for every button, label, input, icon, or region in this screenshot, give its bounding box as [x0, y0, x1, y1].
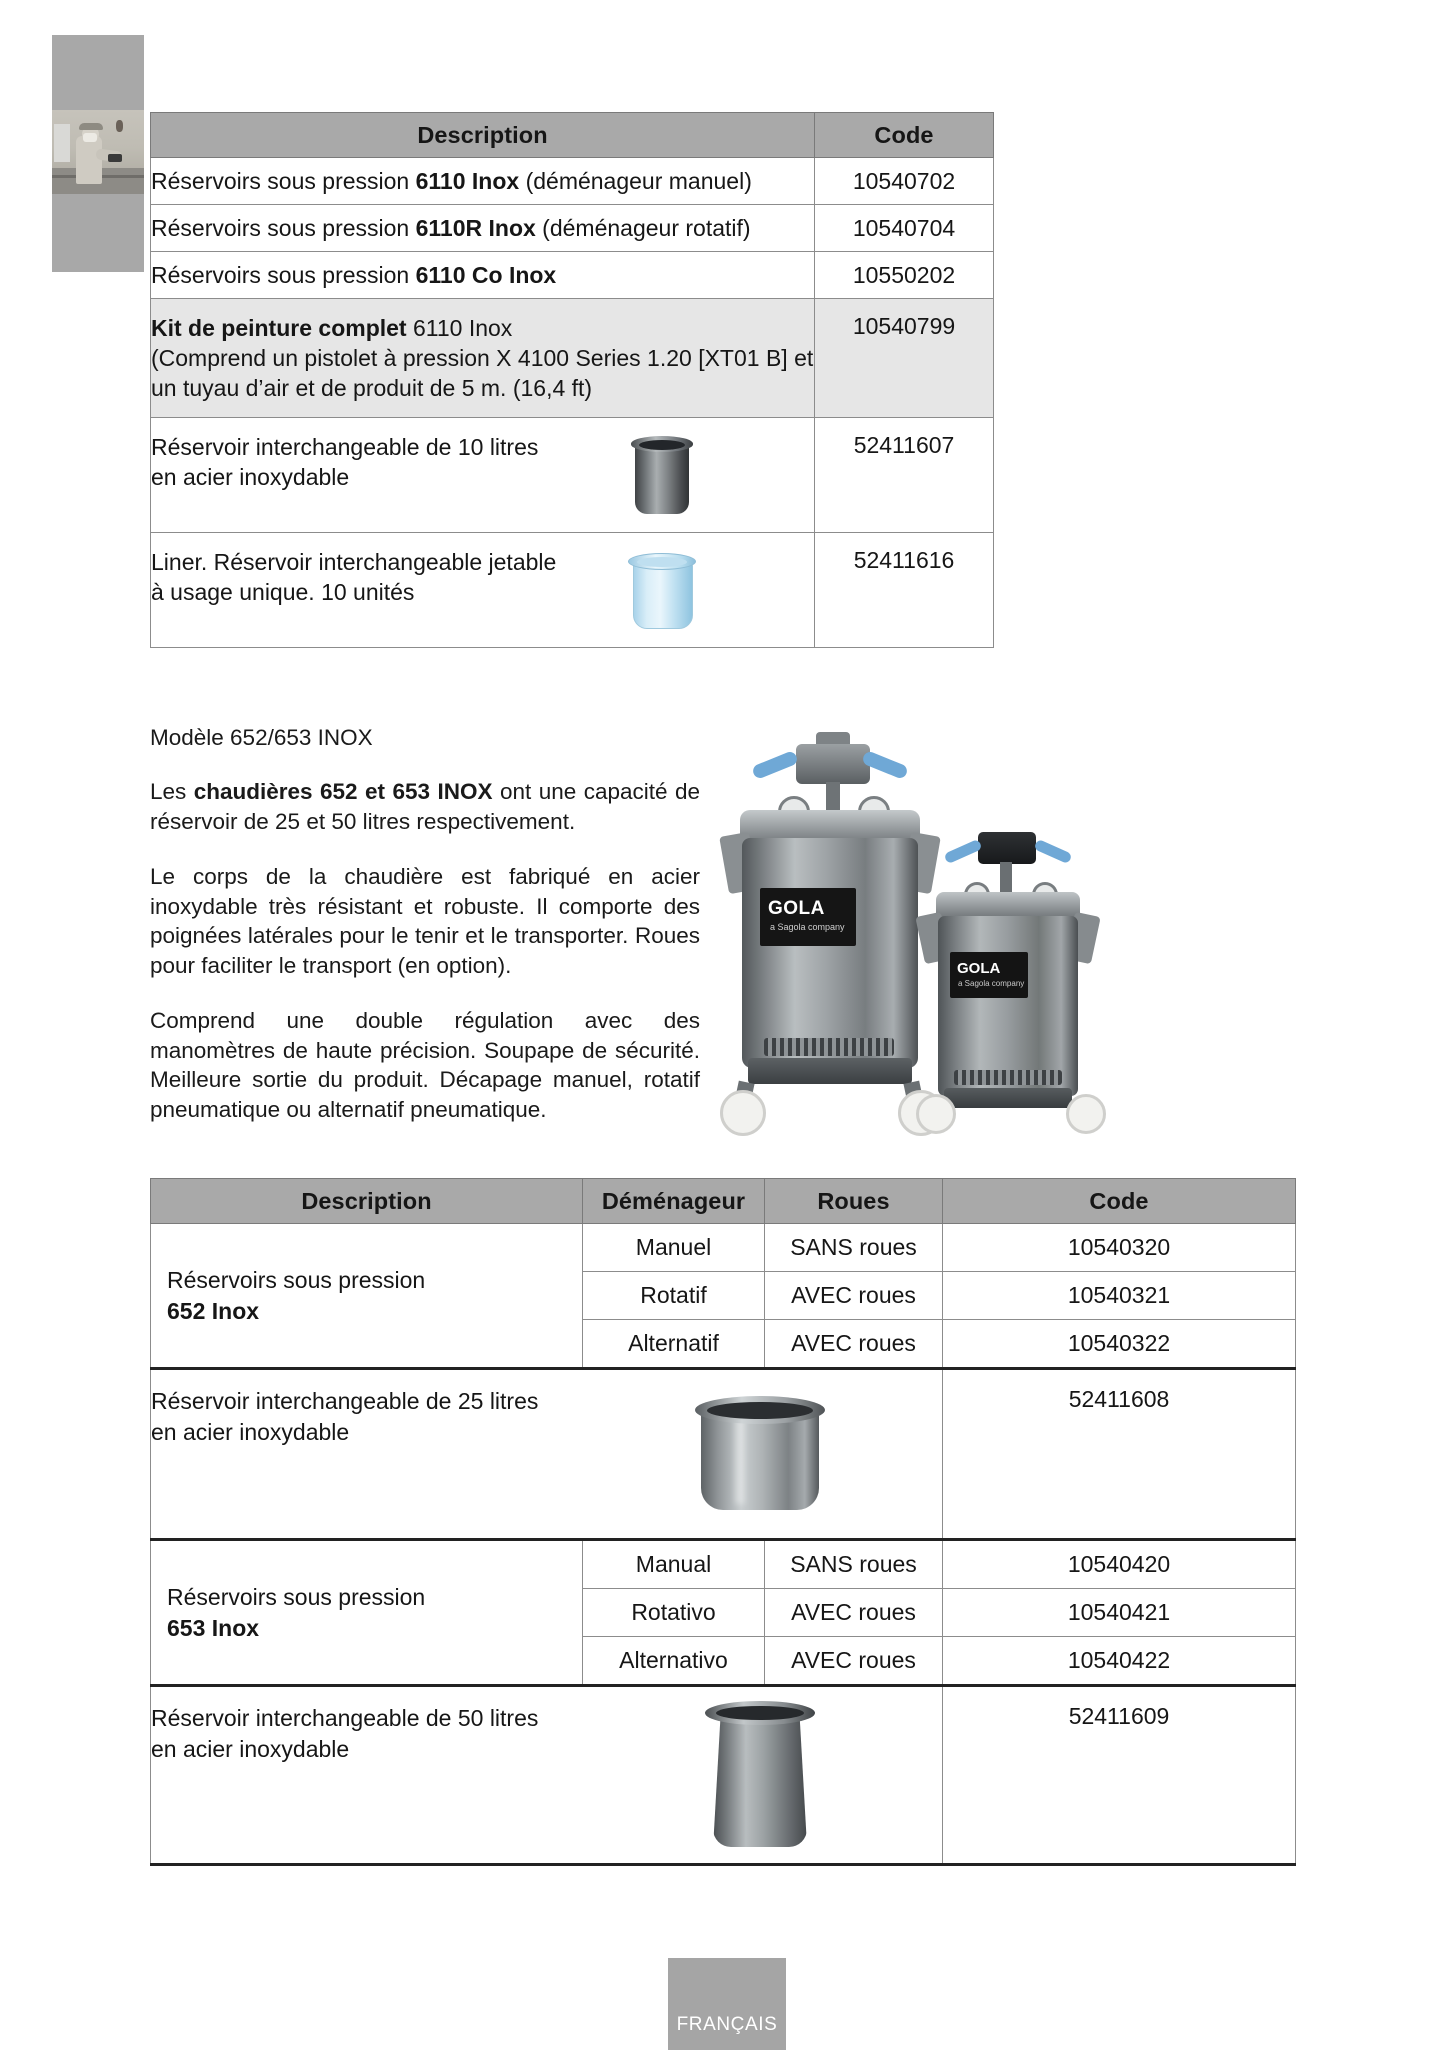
pressure-tanks-photo	[700, 660, 1280, 1180]
row-code: 52411609	[943, 1686, 1296, 1865]
group-description-model: 652 Inox	[167, 1297, 260, 1324]
column-header-description: Description	[151, 1179, 583, 1224]
sidebar-gray-block-bottom	[52, 194, 144, 272]
row-description-line1: Réservoir interchangeable de 25 litres	[151, 1388, 539, 1414]
row-code: 52411616	[815, 533, 994, 648]
table-row-kit	[151, 299, 994, 418]
table-row	[151, 1540, 1296, 1589]
brand-label	[760, 888, 856, 946]
pressure-tank-652-image	[730, 738, 930, 1118]
paragraph-construction: Le corps de la chaudière est fabriqué en acier inoxydable très résistant et robuste. Il comporte des poignées latérales pour le tenir et le transporter. Roues pour faciliter le transport (en option).	[150, 864, 700, 978]
table-row-tank50	[151, 1686, 1296, 1865]
row-code: 52411608	[943, 1369, 1296, 1540]
products-table-6110	[150, 112, 993, 648]
row-description: Kit de peinture complet 6110 Inox	[151, 315, 513, 341]
row-code: 10550202	[815, 252, 994, 299]
column-header-demenageur: Déménageur	[583, 1179, 765, 1224]
language-tab-label: FRANÇAIS	[676, 2014, 778, 2035]
language-tab	[668, 1958, 786, 2050]
brand-name: GOLA	[957, 960, 1001, 977]
row-description-line1: Liner. Réservoir interchangeable jetable	[151, 549, 557, 575]
cell-demenageur: Rotativo	[583, 1589, 765, 1637]
worker-spraying-photo	[52, 110, 144, 194]
caster-wheel-icon	[1066, 1094, 1106, 1134]
table-row	[151, 1224, 1296, 1272]
sidebar-decoration	[52, 35, 144, 272]
column-header-description: Description	[151, 113, 815, 158]
brand-label	[950, 952, 1028, 998]
cell-roues: AVEC roues	[765, 1272, 943, 1320]
table-row	[151, 205, 994, 252]
row-description-line2: à usage unique. 10 unités	[151, 579, 415, 605]
cell-demenageur: Manual	[583, 1540, 765, 1589]
row-code: 10540799	[815, 299, 994, 418]
cell-roues: AVEC roues	[765, 1589, 943, 1637]
cell-code: 10540422	[943, 1637, 1296, 1686]
cell-demenageur: Manuel	[583, 1224, 765, 1272]
row-description: Réservoirs sous pression 6110 Co Inox	[151, 261, 557, 288]
column-header-roues: Roues	[765, 1179, 943, 1224]
table-row-tank25	[151, 1369, 1296, 1540]
cell-demenageur: Alternatif	[583, 1320, 765, 1369]
brand-subtitle: a Sagola company	[770, 922, 845, 932]
paragraph-regulation: Comprend une double régulation avec des manomètres de haute précision. Soupape de sécurité. Meilleure sortie du produit. Décapage manuel, rotatif pneumatique ou alternatif pneumatique.	[150, 1008, 700, 1122]
cell-roues: AVEC roues	[765, 1320, 943, 1369]
row-description-line1: Réservoir interchangeable de 10 litres	[151, 434, 539, 460]
cell-code: 10540322	[943, 1320, 1296, 1369]
group-description-line1: Réservoirs sous pression	[167, 1583, 426, 1610]
cell-roues: SANS roues	[765, 1540, 943, 1589]
brand-subtitle: a Sagola company	[958, 979, 1025, 988]
cell-code: 10540420	[943, 1540, 1296, 1589]
column-header-code: Code	[943, 1179, 1296, 1224]
caster-wheel-icon	[916, 1094, 956, 1134]
cell-code: 10540421	[943, 1589, 1296, 1637]
table-header-row	[151, 1179, 1296, 1224]
group-description-model: 653 Inox	[167, 1614, 260, 1641]
cell-roues: SANS roues	[765, 1224, 943, 1272]
cell-code: 10540321	[943, 1272, 1296, 1320]
row-description-line2: (Comprend un pistolet à pression X 4100 Series 1.20 [XT01 B] et	[151, 345, 814, 371]
cell-roues: AVEC roues	[765, 1637, 943, 1686]
caster-wheel-icon	[720, 1090, 766, 1136]
cell-code: 10540320	[943, 1224, 1296, 1272]
pressure-tank-653-image	[928, 830, 1088, 1130]
row-code: 10540704	[815, 205, 994, 252]
table-row-tank10	[151, 418, 994, 533]
row-code: 10540702	[815, 158, 994, 205]
row-description-line3: un tuyau d’air et de produit de 5 m. (16,4 ft)	[151, 375, 593, 401]
products-table-652-653	[150, 1178, 1295, 1866]
row-code: 52411607	[815, 418, 994, 533]
page-footer	[0, 1958, 1445, 2050]
row-description-line2: en acier inoxydable	[151, 1419, 350, 1445]
row-description-line1: Réservoir interchangeable de 50 litres	[151, 1705, 539, 1731]
group-description-line1: Réservoirs sous pression	[167, 1266, 426, 1293]
table-row	[151, 158, 994, 205]
column-header-code: Code	[815, 113, 994, 158]
cell-demenageur: Rotatif	[583, 1272, 765, 1320]
row-description: Réservoirs sous pression 6110 Inox (déménageur manuel)	[151, 167, 752, 194]
description-text-block	[150, 725, 700, 1124]
paragraph-capacity: Les chaudières 652 et 653 INOX ont une capacité de réservoir de 25 et 50 litres respectivement.	[150, 779, 701, 834]
row-description-line2: en acier inoxydable	[151, 464, 350, 490]
table-header-row	[151, 113, 994, 158]
row-description: Réservoirs sous pression 6110R Inox (déménageur rotatif)	[151, 214, 751, 241]
table-row-liner	[151, 533, 994, 648]
brand-name: GOLA	[768, 898, 825, 919]
model-caption: Modèle 652/653 INOX	[150, 725, 373, 750]
row-description-line2: en acier inoxydable	[151, 1736, 350, 1762]
table-row	[151, 252, 994, 299]
sidebar-gray-block-top	[52, 35, 144, 110]
cell-demenageur: Alternativo	[583, 1637, 765, 1686]
